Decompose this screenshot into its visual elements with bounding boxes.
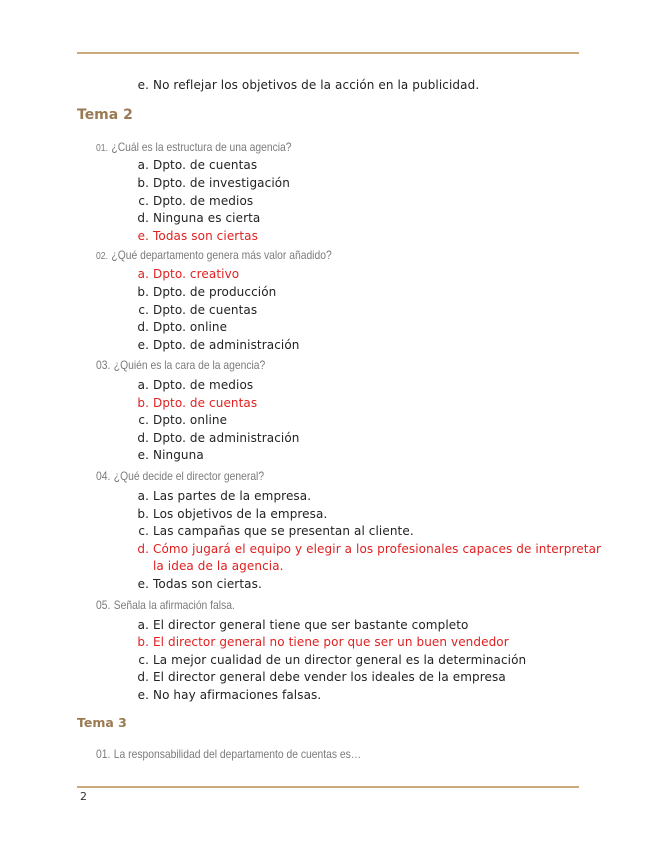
question-3: 03. ¿Quién es la cara de la agencia? bbox=[96, 358, 266, 372]
footer-rule bbox=[77, 786, 579, 788]
section-heading-tema-3: Tema 3 bbox=[77, 715, 127, 730]
question-5: 05. Señala la afirmación falsa. bbox=[96, 598, 235, 612]
question-4: 04. ¿Qué decide el director general? bbox=[96, 469, 265, 483]
page-number: 2 bbox=[80, 790, 87, 803]
question-1: 01. ¿Cuál es la estructura de una agencia? bbox=[96, 140, 292, 154]
question-tema3-1: 01. La responsabilidad del departamento de cuentas es… bbox=[96, 747, 362, 761]
section-heading-tema-2: Tema 2 bbox=[77, 107, 133, 123]
question-2: 02. ¿Qué departamento genera más valor añadido? bbox=[96, 248, 332, 262]
header-rule bbox=[77, 52, 579, 54]
